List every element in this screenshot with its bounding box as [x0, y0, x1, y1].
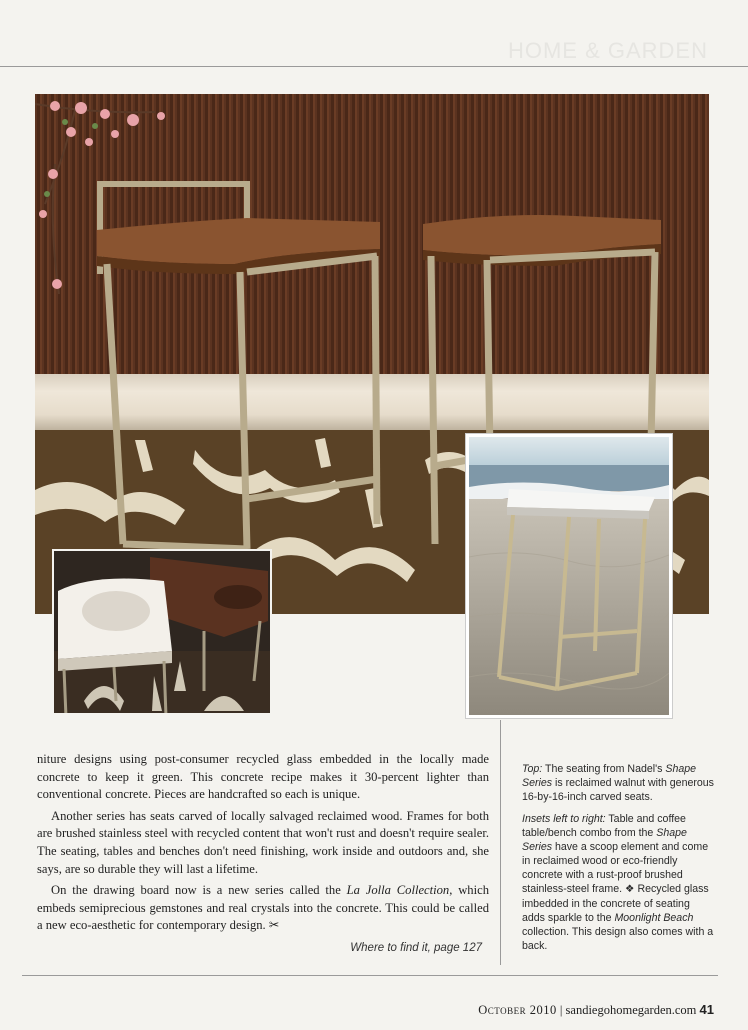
caption-insets-text-1: Table and coffee table/bench combo from the — [522, 813, 686, 840]
footer-separator: | — [556, 1003, 566, 1017]
caption-insets-lead: Insets left to right: — [522, 813, 606, 825]
caption-top — [522, 762, 714, 804]
la-jolla-collection-title: La Jolla Collection — [346, 883, 450, 898]
body-paragraph-2: Another series has seats carved of locally salvaged reclaimed wood. Frames for both are brushed stainless steel with recycled content that won't rust and doesn't require sealer. The seating, tables and benches don't need finishing, work inside and outdoors and, she says, are so durable they will last a lifetime. — [37, 808, 489, 876]
page-number: 41 — [699, 1002, 714, 1017]
footer-site: sandiegohomegarden.com — [565, 1003, 697, 1017]
header-ghost-text: HOME & GARDEN — [507, 38, 708, 63]
caption-insets-italic-1: Shape Series — [522, 827, 687, 854]
body-paragraph-1: niture designs using post-consumer recycled glass embedded in the locally made concrete to keep it green. This concrete recipe makes it 30-percent lighter than conventional concrete. Pieces are handcrafted so each is unique. — [37, 752, 489, 802]
page-footer — [478, 1002, 714, 1018]
body-paragraph-3 — [37, 882, 489, 935]
caption-insets — [522, 812, 714, 953]
bottom-rule — [22, 975, 718, 976]
caption-insets-text-3: collection. This design also comes with a back. — [522, 925, 714, 952]
article-body — [37, 751, 489, 939]
p3-text-before: On the drawing board now is a new series called the — [51, 883, 347, 898]
caption-insets-text-2: have a scoop element and come in reclaimed wood or eco-friendly concrete with a rust-proof brushed stainless-steel frame. ❖ Recycled glass imbedded in the concrete of seating adds sparkle to the — [522, 841, 709, 924]
column-divider — [500, 720, 501, 965]
p3-text-after: , which embeds semiprecious gemstones and real crystals into the concrete. This could be called a new eco-aesthetic for contemporary design. — [37, 883, 489, 933]
end-mark-icon: ✂ — [268, 918, 280, 933]
where-to-find-link: Where to find it, page 127 — [350, 942, 482, 954]
footer-month: October 2010 — [478, 1003, 557, 1017]
caption-insets-italic-2: Moonlight Beach — [614, 911, 694, 924]
caption-top-text-1: The seating from Nadel's — [542, 763, 666, 775]
caption-top-text-2: is reclaimed walnut with generous 16-by-16-inch carved seats. — [522, 777, 714, 804]
inset-photo-beach-seat — [466, 434, 672, 718]
caption-top-lead: Top: — [522, 763, 543, 775]
inset-photo-table — [52, 549, 272, 715]
caption-top-italic: Shape Series — [522, 763, 697, 790]
top-rule — [0, 66, 748, 67]
